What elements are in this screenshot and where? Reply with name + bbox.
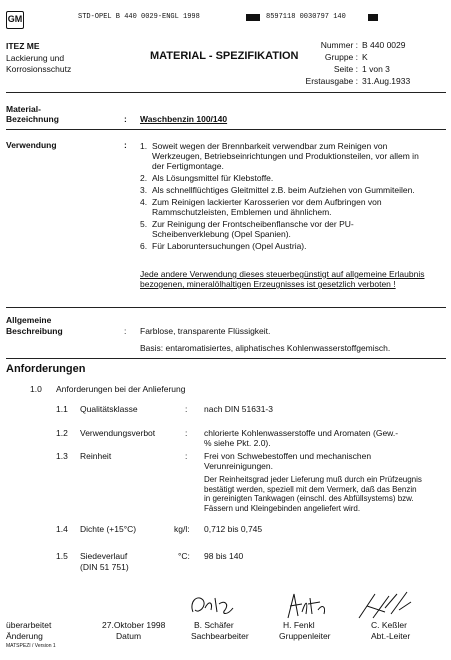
- meta-label-erstausgabe: Erstausgabe :: [305, 76, 358, 86]
- beschreibung-label-line1: Allgemeine: [6, 315, 52, 325]
- footer-sign3-name: C. Keßler: [371, 620, 407, 630]
- barcode-end-icon: [368, 14, 378, 21]
- list-item: 3. Als schnellflüchtiges Gleitmittel z.B. beim Aufziehen von Gummiteilen.: [140, 185, 415, 195]
- form-id: MATSPEZI / Version 1: [6, 643, 56, 649]
- meta-label-seite: Seite :: [333, 64, 358, 74]
- material-name: Waschbenzin 100/140: [140, 114, 228, 124]
- barcode-block-icon: [246, 14, 260, 21]
- list-item: 2. Als Lösungsmittel für Klebstoffe.: [140, 173, 274, 183]
- req-note: Der Reinheitsgrad jeder Lieferung muß durch ein Prüfzeugnis bestätigt werden, speziell mit dem Vermerk, daß das Benzin in gereinigten Tankwagen (einschl. des Abfüllsystems) bzw. Fässern und Kleingebinden angeliefert wird.: [204, 475, 422, 513]
- req-label: Verwendungsverbot: [80, 428, 156, 438]
- meta-value-nummer: B 440 0029: [362, 40, 406, 50]
- req-num: 1.2: [56, 428, 68, 438]
- list-item: 6. Für Laboruntersuchungen (Opel Austria).: [140, 241, 307, 251]
- page-title: MATERIAL - SPEZIFIKATION: [150, 50, 299, 62]
- list-item: 1. Soweit wegen der Brennbarkeit verwendbar zum Reinigen von Werkzeugen, Betriebseinrichtungen und Produktionsteilen, vor allem in der Fertigmontage.: [140, 141, 419, 171]
- org-dept-line1: Lackierung und: [6, 53, 65, 63]
- gm-logo: GM: [6, 11, 24, 29]
- footer-revised-label: überarbeitet: [6, 620, 52, 630]
- beschreibung-basis: Basis: entaromatisiertes, aliphatisches Kohlenwasserstoffgemisch.: [140, 343, 391, 353]
- header-divider: [6, 92, 446, 93]
- req-value: chlorierte Kohlenwasserstoffe und Aromaten (Gew.-% siehe Pkt. 2.0).: [204, 428, 399, 448]
- usage-warning: Jede andere Verwendung dieses steuerbegünstigt auf allgemeine Erlaubnis bezogenen, mineralölhaltigen Erzeugnisses ist gesetzlich verboten !: [140, 269, 425, 289]
- req-value: 98 bis 140: [204, 551, 244, 561]
- meta-value-seite: 1 von 3: [362, 64, 390, 74]
- meta-value-gruppe: K: [362, 52, 368, 62]
- req-label: Qualitätsklasse: [80, 404, 138, 414]
- req-label: Siedeverlauf: [80, 551, 128, 561]
- footer-sign2-name: H. Fenkl: [283, 620, 315, 630]
- signature-schaefer: [185, 590, 245, 622]
- req-colon: :: [185, 404, 188, 414]
- req-label: Dichte (+15°C): [80, 524, 137, 534]
- req-value: Frei von Schwebestoffen und mechanischen Verunreinigungen.: [204, 451, 372, 471]
- org-dept-line2: Korrosionsschutz: [6, 64, 72, 74]
- footer-sign3-role: Abt.-Leiter: [371, 631, 411, 641]
- req-label-sub: (DIN 51 751): [80, 562, 129, 572]
- req-num: 1.5: [56, 551, 68, 561]
- material-divider: [6, 129, 446, 130]
- footer-change-label: Änderung: [6, 631, 43, 641]
- req-num: 1.3: [56, 451, 68, 461]
- req-unit: °C:: [178, 551, 190, 561]
- verwendung-divider: [6, 307, 446, 308]
- material-colon: :: [124, 114, 127, 124]
- footer-date: 27.Oktober 1998: [102, 620, 166, 630]
- beschreibung-colon: :: [124, 326, 127, 336]
- verwendung-colon: :: [124, 140, 127, 150]
- signature-kessler: [355, 588, 415, 624]
- req-value: nach DIN 51631-3: [204, 404, 273, 414]
- org-unit: ITEZ ME: [6, 41, 40, 51]
- req-label: Reinheit: [80, 451, 112, 461]
- footer-date-label: Datum: [116, 631, 142, 641]
- material-label-line1: Material-: [6, 104, 41, 114]
- verwendung-label: Verwendung: [6, 140, 57, 150]
- req-num: 1.4: [56, 524, 68, 534]
- beschreibung-label-line2: Beschreibung: [6, 326, 63, 336]
- footer-sign2-role: Gruppenleiter: [279, 631, 331, 641]
- section-number: 1.0: [30, 384, 42, 394]
- footer-sign1-name: B. Schäfer: [194, 620, 234, 630]
- req-value: 0,712 bis 0,745: [204, 524, 263, 534]
- beschreibung-text: Farblose, transparente Flüssigkeit.: [140, 326, 271, 336]
- material-label-line2: Bezeichnung: [6, 114, 59, 124]
- document-code-line-right: 8597118 0030797 140: [266, 13, 346, 21]
- list-item: 4. Zum Reinigen lackierter Karosserien vor dem Aufbringen von Rammschutzleisten, Emblemen und ähnlichem.: [140, 197, 382, 217]
- list-item: 5. Zur Reinigung der Frontscheibenflansche vor der PU- Scheibenverklebung (Opel Spanien).: [140, 219, 354, 239]
- signature-fenkl: [282, 590, 332, 624]
- req-num: 1.1: [56, 404, 68, 414]
- document-code-line: STD-OPEL B 440 0029-ENGL 1998: [78, 13, 200, 21]
- meta-label-gruppe: Gruppe :: [324, 52, 358, 62]
- anforderungen-heading: Anforderungen: [6, 363, 86, 375]
- req-unit: kg/l:: [174, 524, 190, 534]
- beschreibung-divider: [6, 358, 446, 359]
- req-colon: :: [185, 428, 188, 438]
- meta-label-nummer: Nummer :: [320, 40, 358, 50]
- footer-sign1-role: Sachbearbeiter: [191, 631, 249, 641]
- meta-value-erstausgabe: 31.Aug.1933: [362, 76, 411, 86]
- verwendung-list: [140, 141, 430, 253]
- section-title: Anforderungen bei der Anlieferung: [56, 384, 186, 394]
- req-colon: :: [185, 451, 188, 461]
